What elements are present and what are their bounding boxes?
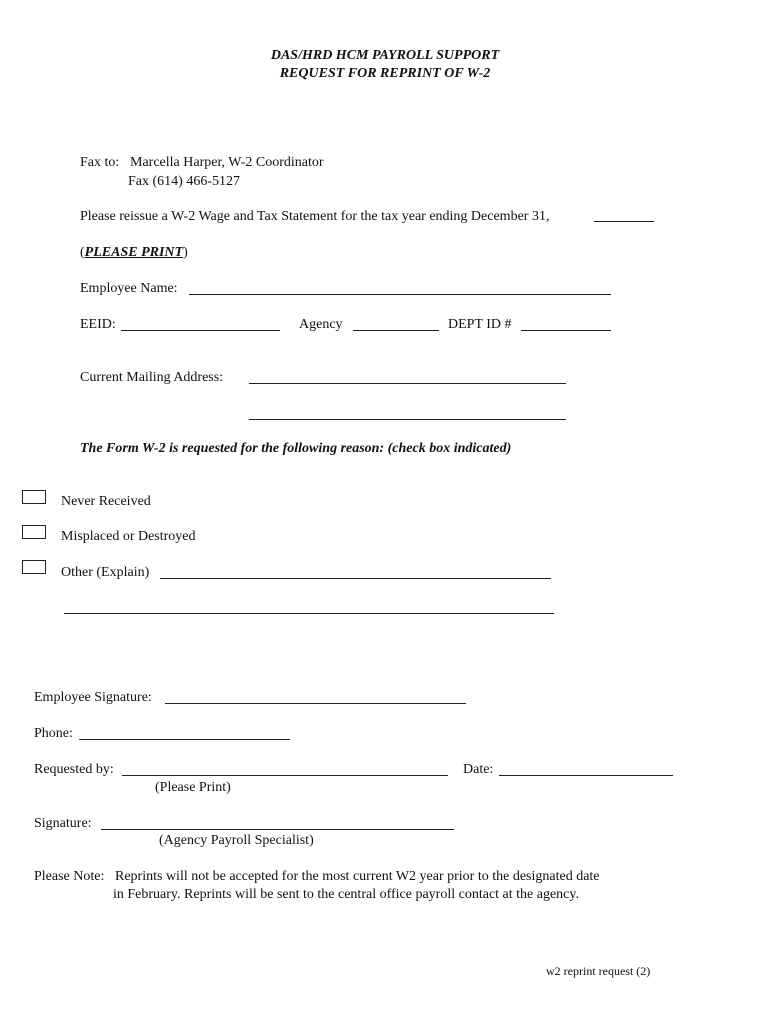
employee-name-label: Employee Name: (80, 281, 178, 296)
note-line2: in February. Reprints will be sent to the central office payroll contact at the agency. (113, 887, 579, 902)
requested-by-field[interactable] (122, 775, 448, 776)
mailing-address-field-2[interactable] (249, 419, 566, 420)
footer-filename: w2 reprint request (2) (546, 964, 651, 978)
agency-field[interactable] (353, 330, 439, 331)
mailing-address-label: Current Mailing Address: (80, 370, 224, 385)
phone-field[interactable] (79, 739, 290, 740)
agency-label: Agency (299, 317, 343, 332)
employee-signature-label: Employee Signature: (34, 690, 152, 705)
misplaced-checkbox[interactable] (22, 525, 46, 539)
other-explain-field-2[interactable] (64, 613, 554, 614)
employee-signature-field[interactable] (165, 703, 466, 704)
date-field[interactable] (499, 775, 673, 776)
reason-heading: The Form W-2 is requested for the following reason: (check box indicated) (80, 441, 512, 456)
requested-by-label: Requested by: (34, 762, 114, 777)
other-label: Other (Explain) (61, 565, 150, 580)
other-explain-field-1[interactable] (160, 578, 551, 579)
note-label: Please Note: (34, 869, 105, 884)
mailing-address-field-1[interactable] (249, 383, 566, 384)
signature-field[interactable] (101, 829, 454, 830)
reissue-text: Please reissue a W-2 Wage and Tax Statement for the tax year ending December 31, (80, 209, 550, 224)
other-checkbox[interactable] (22, 560, 46, 574)
eeid-label: EEID: (80, 317, 116, 332)
please-print-note: (PLEASE PRINT) (80, 245, 188, 260)
form-title-line1: DAS/HRD HCM PAYROLL SUPPORT (270, 48, 500, 63)
dept-id-label: DEPT ID # (448, 317, 512, 332)
employee-name-field[interactable] (189, 294, 611, 295)
date-label: Date: (463, 762, 494, 777)
fax-to-label: Fax to: (80, 155, 120, 170)
never-received-label: Never Received (61, 494, 151, 509)
form-title-line2: REQUEST FOR REPRINT OF W-2 (279, 66, 491, 81)
fax-number: Fax (614) 466-5127 (128, 174, 240, 189)
never-received-checkbox[interactable] (22, 490, 46, 504)
signature-label: Signature: (34, 816, 92, 831)
please-print-hint: (Please Print) (155, 780, 231, 795)
dept-id-field[interactable] (521, 330, 611, 331)
note-line1: Reprints will not be accepted for the most current W2 year prior to the designated date (115, 869, 600, 884)
tax-year-field[interactable] (594, 221, 654, 222)
eeid-field[interactable] (121, 330, 280, 331)
fax-to-value: Marcella Harper, W-2 Coordinator (130, 155, 324, 170)
agency-specialist-hint: (Agency Payroll Specialist) (159, 833, 314, 848)
misplaced-label: Misplaced or Destroyed (61, 529, 196, 544)
phone-label: Phone: (34, 726, 73, 741)
